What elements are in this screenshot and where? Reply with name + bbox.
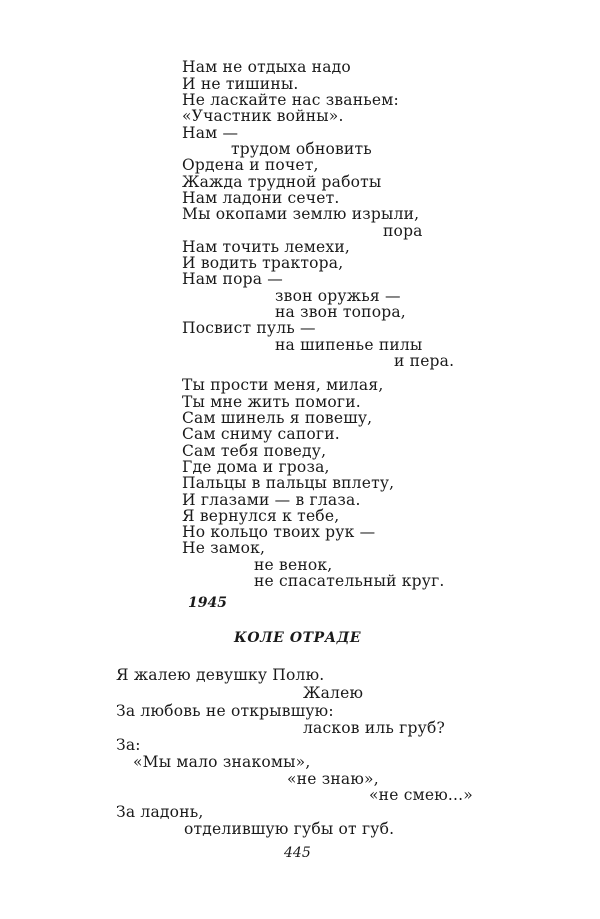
poem-line: Мы окопами землю изрыли, [182, 205, 420, 223]
poem-line: «не знаю», [287, 770, 379, 788]
poem-line: ласков иль груб? [303, 719, 445, 737]
poem-line: Жажда трудной работы [182, 173, 382, 191]
poem-date: 1945 [188, 595, 227, 611]
poem-line: Нам пора — [182, 270, 283, 288]
poem-line: Сам тебя поведу, [182, 442, 327, 460]
poem-line: Ты мне жить помоги. [182, 393, 361, 411]
poem-line: Не ласкайте нас званьем: [182, 91, 399, 109]
poem-line: Но кольцо твоих рук — [182, 523, 376, 541]
poem-line: За любовь не открывшую: [116, 702, 334, 720]
poem-line: Посвист пуль — [182, 319, 316, 337]
poem-line: трудом обновить [231, 140, 372, 158]
poem-line: пора [383, 222, 423, 240]
poem-line: на звон топора, [275, 303, 406, 321]
page-number: 445 [284, 845, 311, 861]
poem-line: Жалею [303, 684, 364, 702]
poem-line: Нам — [182, 124, 239, 142]
poem-line: Где дома и гроза, [182, 458, 330, 476]
poem-line: и пера. [394, 352, 455, 370]
poem-line: звон оружья — [275, 287, 401, 305]
poem-line: Нам ладони сечет. [182, 189, 340, 207]
poem-line: Я жалею девушку Полю. [116, 666, 325, 684]
poem-title: КОЛЕ ОТРАДЕ [234, 630, 362, 646]
poem-line: Ордена и почет, [182, 156, 319, 174]
poem-line: За: [116, 736, 141, 754]
poem-line: И глазами — в глаза. [182, 491, 361, 509]
poem-line: Сам сниму сапоги. [182, 425, 340, 443]
poem-line: Нам не отдыха надо [182, 58, 351, 76]
poem-line: За ладонь, [116, 803, 204, 821]
poem-line: «не смею...» [369, 786, 473, 804]
poem-line: отделившую губы от губ. [184, 820, 395, 838]
poem-line: И водить трактора, [182, 254, 344, 272]
poem-line: не венок, [254, 556, 333, 574]
poem-line: Пальцы в пальцы вплету, [182, 474, 395, 492]
poem-line: на шипенье пилы [275, 336, 423, 354]
poem-line: Сам шинель я повешу, [182, 409, 373, 427]
poem-line: И не тишины. [182, 75, 299, 93]
poem-line: Нам точить лемехи, [182, 238, 351, 256]
poem-line: Ты прости меня, милая, [182, 376, 384, 394]
poem-line: Не замок, [182, 539, 266, 557]
poem-line: «Мы мало знакомы», [133, 753, 311, 771]
poem-line: не спасательный круг. [254, 572, 445, 590]
poem-line: «Участник войны». [182, 107, 344, 125]
poem-line: Я вернулся к тебе, [182, 507, 340, 525]
